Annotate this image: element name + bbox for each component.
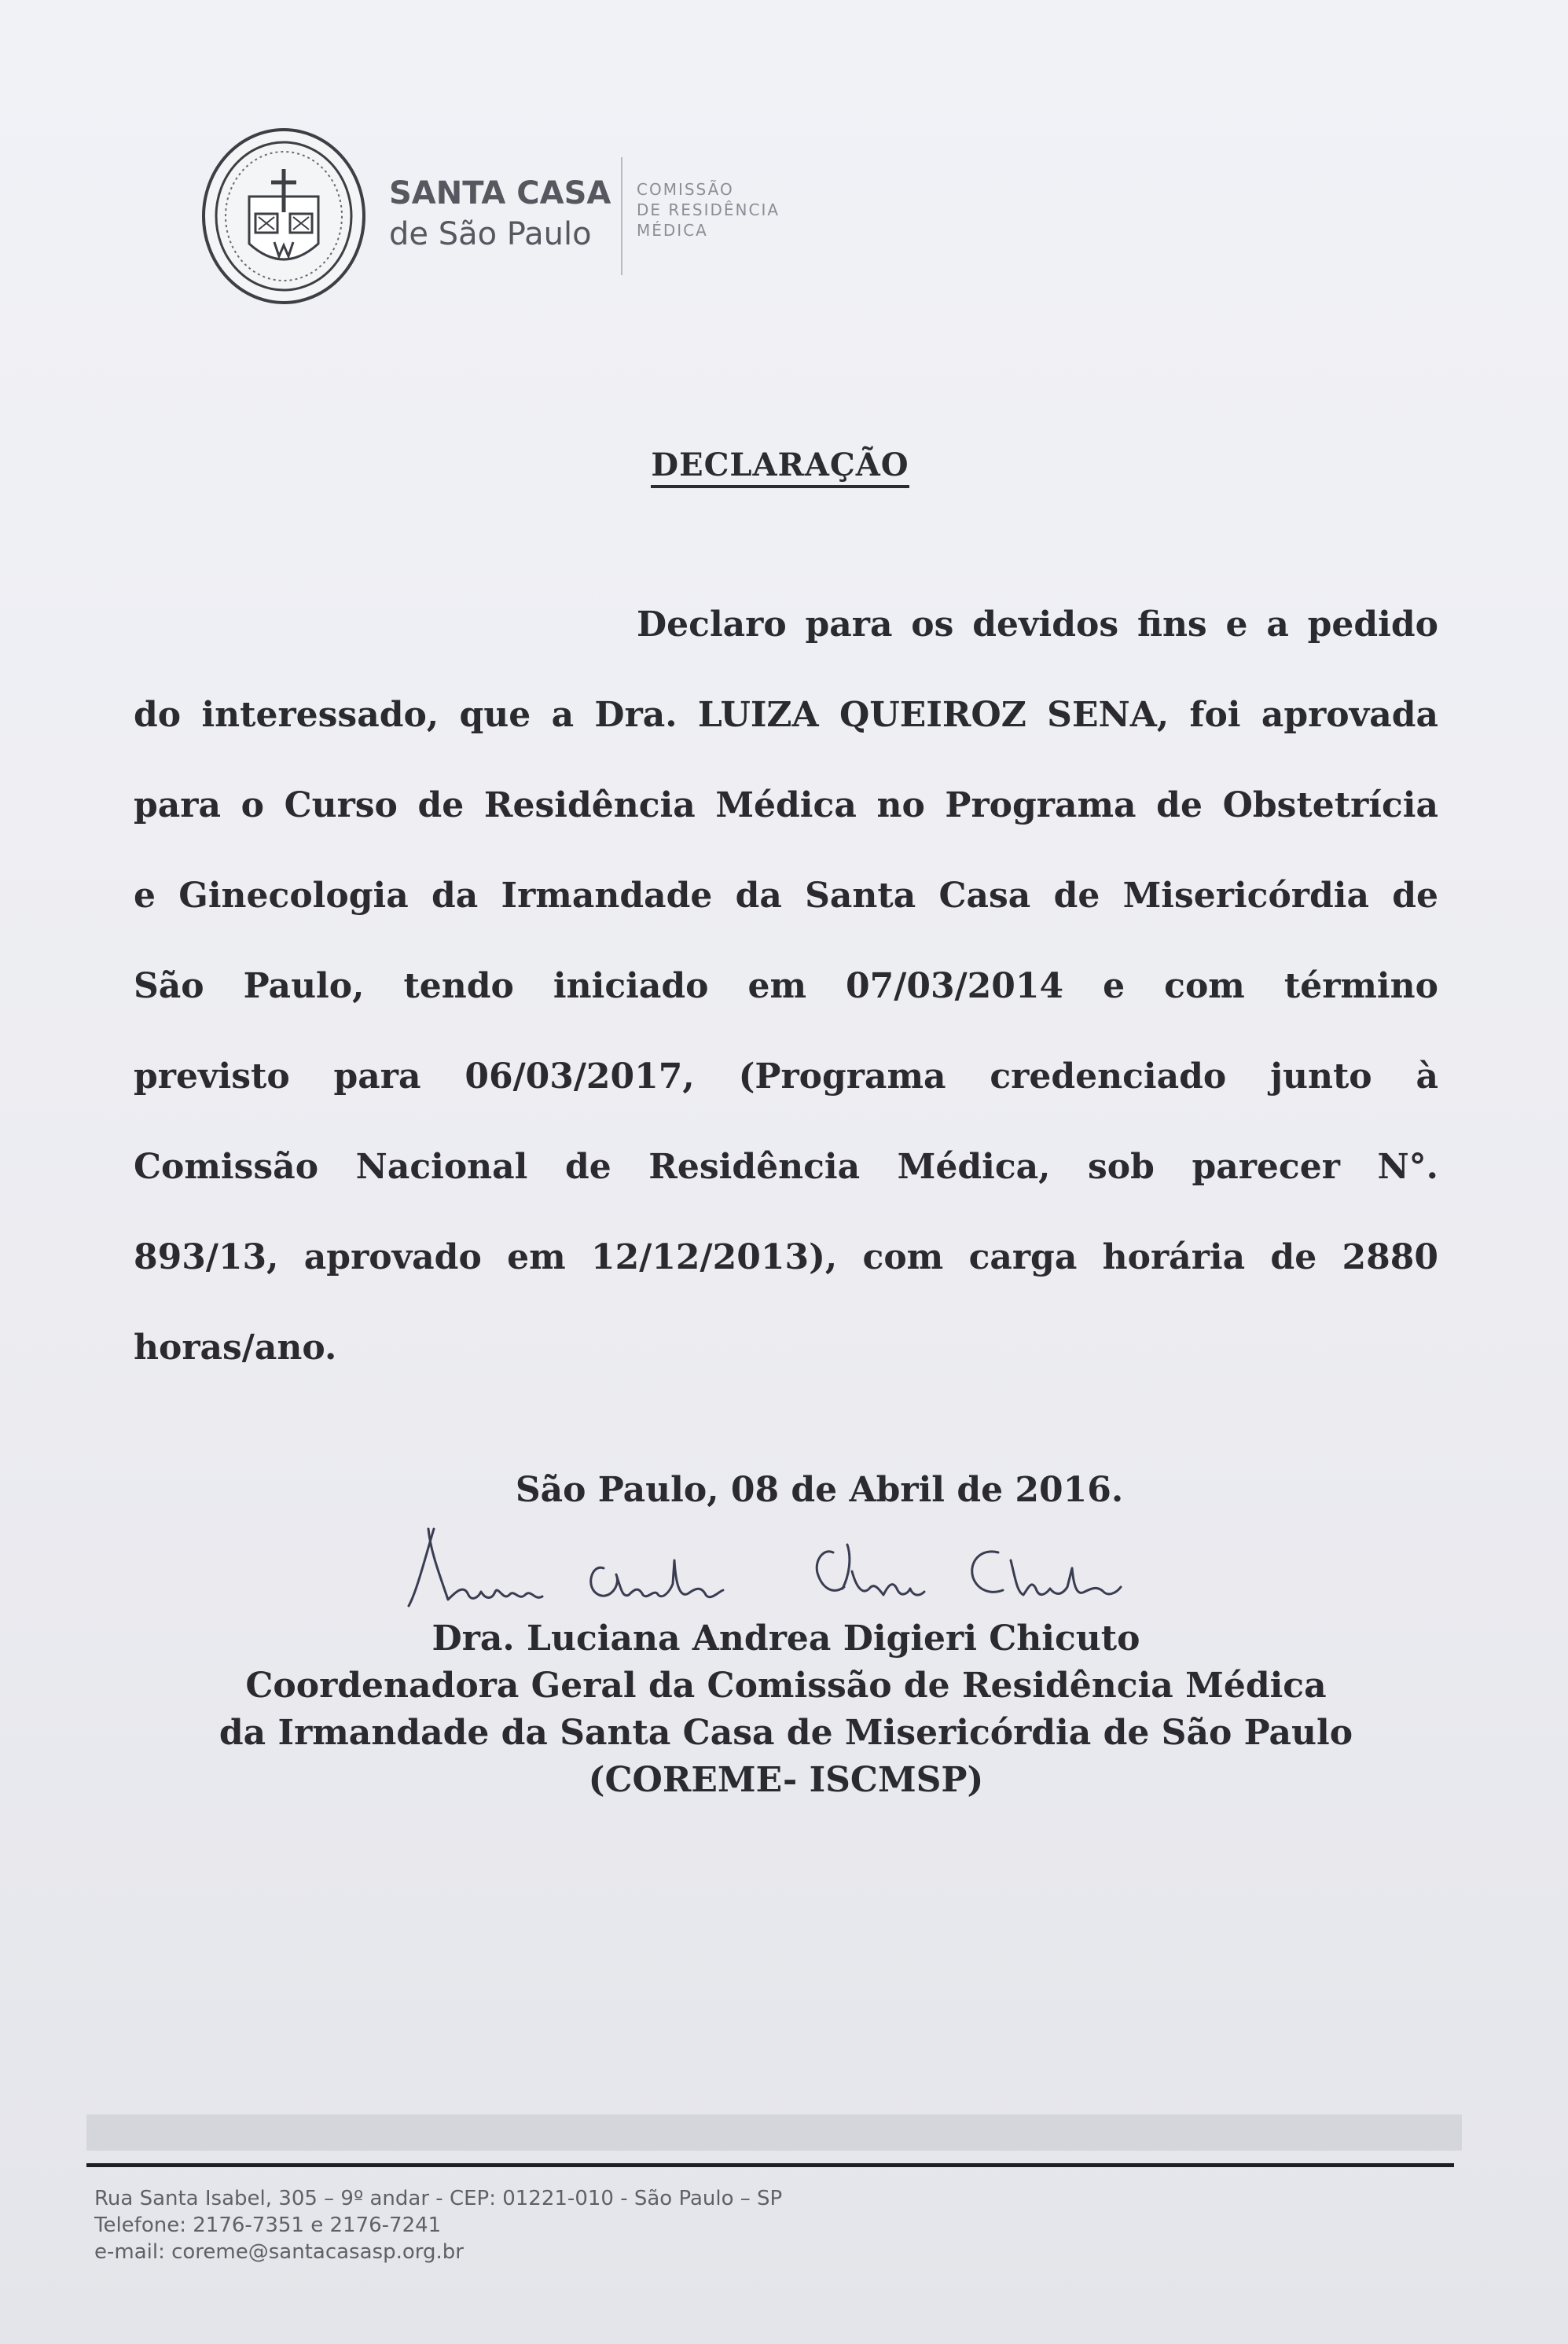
body-line: São Paulo, tendo iniciado em 07/03/2014 e com término (134, 966, 1438, 1006)
place-date-text: São Paulo, 08 de Abril de 2016. (515, 1470, 1124, 1510)
signer-name: Dra. Luciana Andrea Digieri Chicuto (431, 1618, 1140, 1659)
unit-name (637, 179, 780, 241)
unit-line1: COMISSÃO (637, 180, 734, 199)
unit-line3: MÉDICA (637, 221, 708, 240)
santa-casa-seal-logo (200, 126, 367, 307)
body-line: previsto para 06/03/2017, (Programa credenciado junto à (134, 1056, 1438, 1097)
body-line: para o Curso de Residência Médica no Programa de Obstetrícia (134, 785, 1438, 825)
signer-role-line1: Coordenadora Geral da Comissão de Residência Médica (245, 1666, 1327, 1706)
footer-email: e-mail: coreme@santacasasp.org.br (94, 2240, 464, 2264)
body-line: Comissão Nacional de Residência Médica, sob parecer N°. (134, 1147, 1438, 1187)
signer-role-line2: da Irmandade da Santa Casa de Misericórdia de São Paulo (218, 1713, 1353, 1753)
document-title (0, 446, 1568, 483)
declaration-body (134, 593, 1438, 1407)
body-line: do interessado, que a Dra. LUIZA QUEIROZ SENA, foi aprovada (134, 695, 1438, 735)
body-line: e Ginecologia da Irmandade da Santa Casa de Misericórdia de (134, 876, 1438, 916)
footer-address: Rua Santa Isabel, 305 – 9º andar - CEP: 01221-010 - São Paulo – SP (94, 2187, 783, 2210)
header-divider (621, 157, 622, 275)
body-line: 893/13, aprovado em 12/12/2013), com carga horária de 2880 (134, 1237, 1438, 1277)
handwritten-signature (393, 1513, 1163, 1623)
org-name-line2: de São Paulo (389, 216, 592, 252)
signer-block (157, 1615, 1415, 1804)
document-title-text: DECLARAÇÃO (651, 446, 909, 488)
org-name-line1: SANTA CASA (389, 175, 611, 211)
signer-role-line3: (COREME- ISCMSP) (588, 1760, 984, 1800)
letterhead (200, 126, 908, 307)
footer-rule (86, 2163, 1454, 2167)
body-line: Declaro para os devidos fins e a pedido (637, 604, 1438, 645)
unit-line2: DE RESIDÊNCIA (637, 200, 780, 219)
footer-contact (94, 2185, 782, 2265)
place-date (0, 1470, 1568, 1510)
footer-bleed-through (86, 2114, 1462, 2151)
org-name (389, 173, 611, 255)
body-line: horas/ano. (134, 1328, 337, 1368)
footer-phone: Telefone: 2176-7351 e 2176-7241 (94, 2214, 442, 2237)
